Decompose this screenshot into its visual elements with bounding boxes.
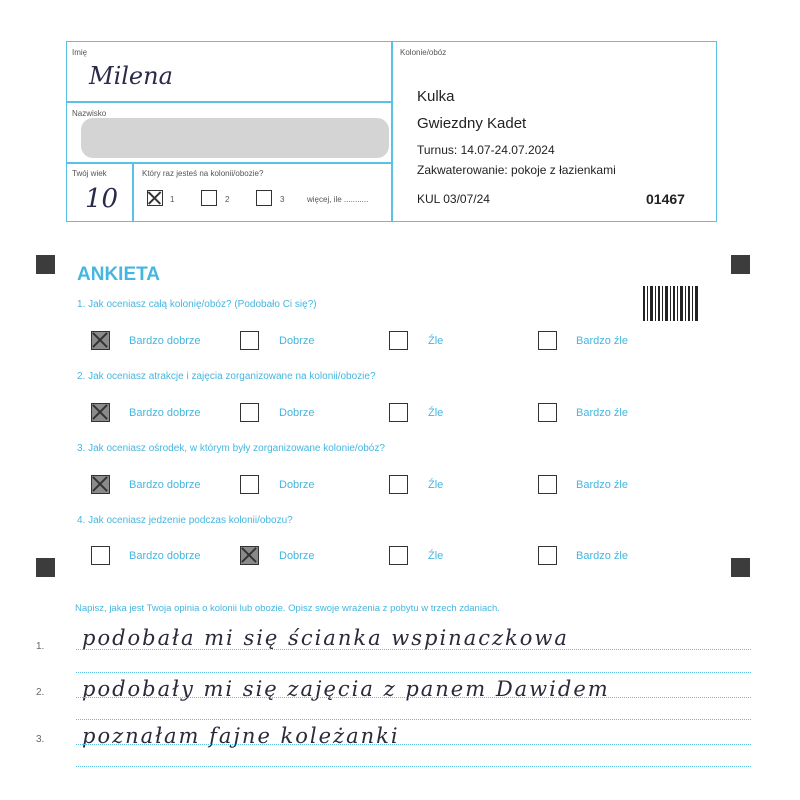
q1-bardzo-dobrze-checkbox[interactable] <box>91 331 110 350</box>
answer-3[interactable]: poznałam fajne koleżanki <box>82 724 400 748</box>
q4-option-bardzo-dobrze: Bardzo dobrze <box>129 550 201 562</box>
times-checkbox-2[interactable] <box>201 190 217 206</box>
q3-option-zle: Źle <box>428 479 444 491</box>
question-3: 3. Jak oceniasz ośrodek, w którym były zorganizowane kolonie/obóz? <box>77 443 385 454</box>
q1-option-bardzo-zle: Bardzo źle <box>576 335 628 347</box>
registration-marker <box>731 558 750 577</box>
times-option-1: 1 <box>170 195 175 204</box>
q3-zle-checkbox[interactable] <box>389 475 408 494</box>
registration-marker <box>731 255 750 274</box>
camp-label: Kolonie/obóz <box>400 48 447 57</box>
times-label: Który raz jesteś na kolonii/obozie? <box>142 169 264 178</box>
answer-line <box>76 697 751 698</box>
q1-option-zle: Źle <box>428 335 444 347</box>
q2-option-zle: Źle <box>428 407 444 419</box>
q4-option-zle: Źle <box>428 550 444 562</box>
age-label: Twój wiek <box>72 169 107 178</box>
times-option-more: więcej, ile ........... <box>307 195 369 204</box>
q1-option-dobrze: Dobrze <box>279 335 315 347</box>
q1-bardzo-zle-checkbox[interactable] <box>538 331 557 350</box>
times-checkbox-3[interactable] <box>256 190 272 206</box>
registration-marker <box>36 558 55 577</box>
line-number-2: 2. <box>36 687 45 698</box>
answer-line <box>76 766 751 767</box>
q2-option-bardzo-zle: Bardzo źle <box>576 407 628 419</box>
times-checkbox-1[interactable] <box>147 190 163 206</box>
q1-dobrze-checkbox[interactable] <box>240 331 259 350</box>
q3-option-bardzo-dobrze: Bardzo dobrze <box>129 479 201 491</box>
q2-option-bardzo-dobrze: Bardzo dobrze <box>129 407 201 419</box>
answer-line <box>76 719 751 720</box>
barcode <box>643 286 699 321</box>
q4-bardzo-zle-checkbox[interactable] <box>538 546 557 565</box>
accommodation: Zakwaterowanie: pokoje z łazienkami <box>417 163 616 177</box>
question-2: 2. Jak oceniasz atrakcje i zajęcia zorganizowane na kolonii/obozie? <box>77 371 376 382</box>
answer-1[interactable]: podobała mi się ścianka wspinaczkowa <box>82 626 569 650</box>
q3-option-bardzo-zle: Bardzo źle <box>576 479 628 491</box>
form-number: 01467 <box>646 191 685 207</box>
q4-option-bardzo-zle: Bardzo źle <box>576 550 628 562</box>
times-option-2: 2 <box>225 195 230 204</box>
q2-zle-checkbox[interactable] <box>389 403 408 422</box>
q1-zle-checkbox[interactable] <box>389 331 408 350</box>
header-box <box>66 41 717 222</box>
times-option-3: 3 <box>280 195 285 204</box>
q1-option-bardzo-dobrze: Bardzo dobrze <box>129 335 201 347</box>
q2-bardzo-dobrze-checkbox[interactable] <box>91 403 110 422</box>
camp-name: Kulka <box>417 88 455 105</box>
surname-label: Nazwisko <box>72 109 107 118</box>
registration-marker <box>36 255 55 274</box>
question-1: 1. Jak oceniasz całą kolonię/obóz? (Podobało Ci się?) <box>77 299 317 310</box>
answer-2[interactable]: podobały mi się zajęcia z panem Dawidem <box>82 677 610 701</box>
opinion-prompt: Napisz, jaka jest Twoja opinia o kolonii lub obozie. Opisz swoje wrażenia z pobytu w trzech zdaniach. <box>75 603 500 614</box>
q3-bardzo-zle-checkbox[interactable] <box>538 475 557 494</box>
line-number-3: 3. <box>36 734 45 745</box>
q4-bardzo-dobrze-checkbox[interactable] <box>91 546 110 565</box>
q3-bardzo-dobrze-checkbox[interactable] <box>91 475 110 494</box>
turnus: Turnus: 14.07-24.07.2024 <box>417 143 555 157</box>
survey-title: ANKIETA <box>77 264 161 285</box>
redacted-surname <box>81 118 389 158</box>
name-label: Imię <box>72 48 88 57</box>
q3-option-dobrze: Dobrze <box>279 479 315 491</box>
q2-dobrze-checkbox[interactable] <box>240 403 259 422</box>
answer-line <box>76 649 751 650</box>
q2-option-dobrze: Dobrze <box>279 407 315 419</box>
q4-zle-checkbox[interactable] <box>389 546 408 565</box>
camp-program: Gwiezdny Kadet <box>417 115 527 132</box>
q3-dobrze-checkbox[interactable] <box>240 475 259 494</box>
camp-code: KUL 03/07/24 <box>417 192 490 206</box>
answer-line <box>76 744 751 745</box>
name-value: Milena <box>89 62 173 90</box>
q2-bardzo-zle-checkbox[interactable] <box>538 403 557 422</box>
line-number-1: 1. <box>36 641 45 652</box>
q4-dobrze-checkbox[interactable] <box>240 546 259 565</box>
question-4: 4. Jak oceniasz jedzenie podczas kolonii/obozu? <box>77 515 293 526</box>
answer-line <box>76 672 751 673</box>
q4-option-dobrze: Dobrze <box>279 550 315 562</box>
age-value: 10 <box>85 184 119 214</box>
